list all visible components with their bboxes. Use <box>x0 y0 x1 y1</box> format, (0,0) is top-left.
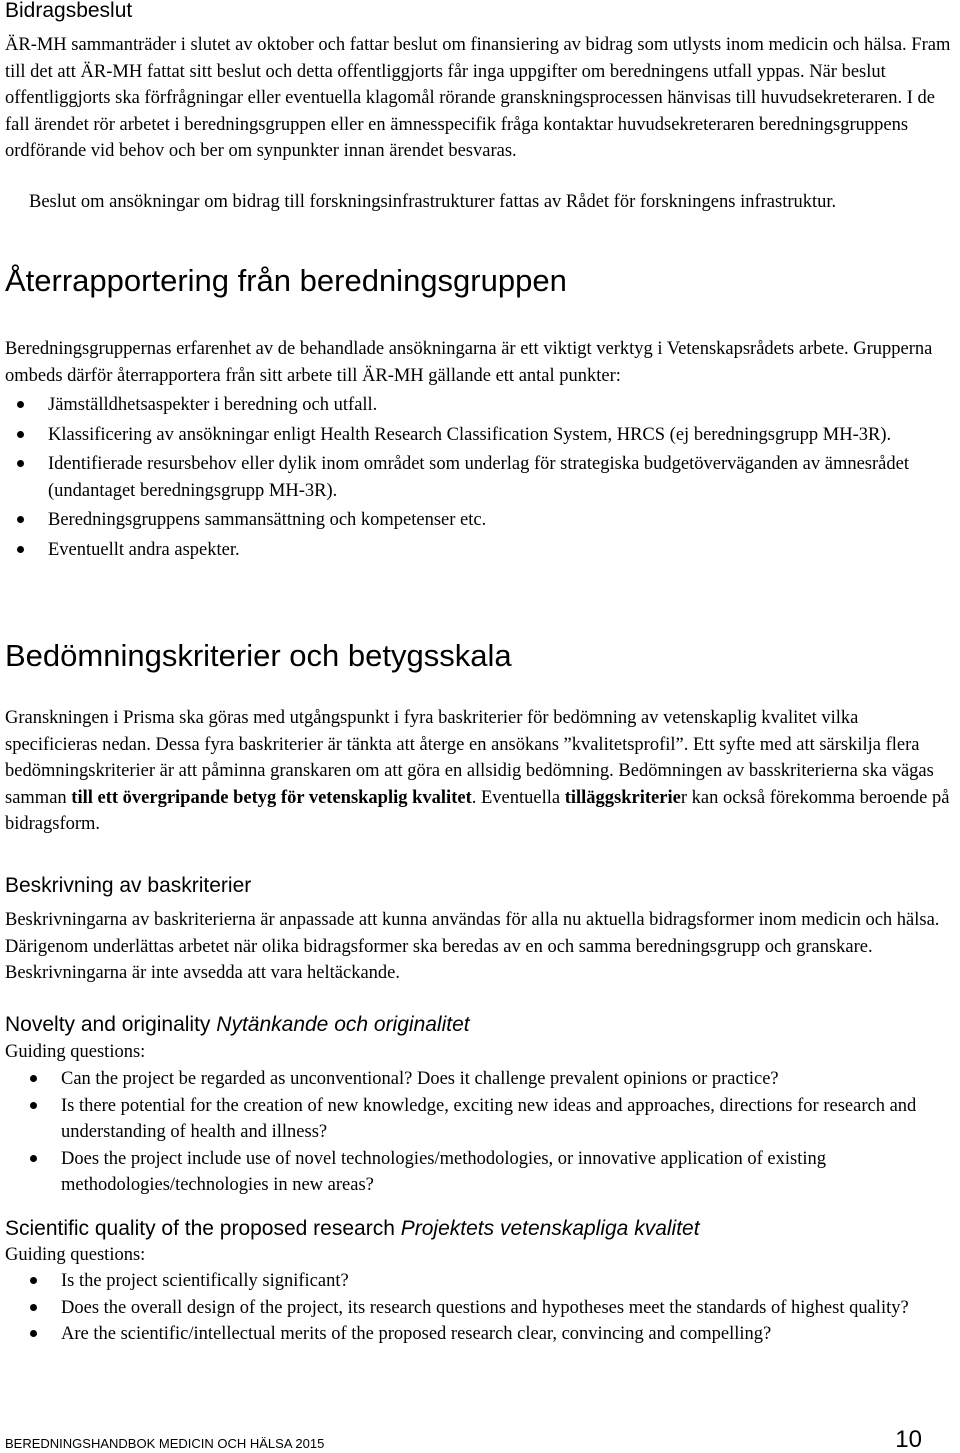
heading-novelty: Novelty and originality Nytänkande och originalitet <box>5 1013 470 1036</box>
list-item: Eventuellt andra aspekter. <box>5 537 955 564</box>
list-item: Is the project scientifically significant? <box>5 1268 955 1295</box>
paragraph-aterrapportering: Beredningsgruppernas erfarenhet av de behandlade ansökningarna är ett viktigt verktyg i Vetenskapsrådets arbete. Grupperna ombeds därför återrapportera från sitt arbete till ÄR-MH gällande ett antal punkter: <box>5 339 933 386</box>
list-item: Jämställdhetsaspekter i beredning och utfall. <box>5 392 955 419</box>
list-item: Identifierade resursbehov eller dylik inom området som underlag för strategiska budgetöverväganden av ämnesrådet (undantaget beredningsgrupp MH-3R). <box>5 451 955 504</box>
list-item: Can the project be regarded as unconventional? Does it challenge prevalent opinions or practice? <box>5 1066 955 1093</box>
bullet-icon <box>30 1102 37 1109</box>
list-novelty <box>5 1066 955 1199</box>
page-number: 10 <box>895 1426 922 1453</box>
bullet-icon <box>30 1330 37 1337</box>
list-item: Does the overall design of the project, its research questions and hypotheses meet the standards of highest quality? <box>5 1295 955 1322</box>
heading-bedomningskriterier: Bedömningskriterier och betygsskala <box>5 638 512 673</box>
list-item: Does the project include use of novel technologies/methodologies, or innovative application of existing methodologies/technologies in new areas? <box>5 1146 955 1199</box>
heading-beskrivning-baskriterier: Beskrivning av baskriterier <box>5 874 252 897</box>
bullet-icon <box>17 460 24 467</box>
bullet-icon <box>30 1304 37 1311</box>
paragraph-bidragsbeslut: ÄR-MH sammanträder i slutet av oktober och fattar beslut om finansiering av bidrag som utlysts inom medicin och hälsa. Fram till det att ÄR-MH fattat sitt beslut och detta offentliggjorts får inga uppgifter om beredningens utfall yppas. När beslut offentliggjorts ska förfrågningar eller eventuella klagomål rörande granskningsprocessen hänvisas till huvudsekreteraren. I de fall ärendet rör arbetet i beredningsgruppen eller en ämnesspecifik fråga kontaktar huvudsekreteraren beredningsgruppens ordförande vid behov och ber om synpunkter innan ärendet besvaras. <box>5 35 951 161</box>
list-item: Beredningsgruppens sammansättning och kompetenser etc. <box>5 507 955 534</box>
list-item: Is there potential for the creation of new knowledge, exciting new ideas and approaches, directions for research and understanding of health and illness? <box>5 1093 955 1146</box>
bullet-icon <box>30 1155 37 1162</box>
footer-title: BEREDNINGSHANDBOK MEDICIN OCH HÄLSA 2015 <box>5 1436 325 1451</box>
heading-scientific-quality: Scientific quality of the proposed research Projektets vetenskapliga kvalitet <box>5 1217 700 1240</box>
guiding-questions-label: Guiding questions: <box>5 1042 146 1062</box>
heading-aterrapportering: Återrapportering från beredningsgruppen <box>5 263 567 298</box>
guiding-questions-label: Guiding questions: <box>5 1245 146 1265</box>
bullet-icon <box>17 516 24 523</box>
bullet-icon <box>17 546 24 553</box>
heading-bidragsbeslut: Bidragsbeslut <box>5 0 133 22</box>
list-aterrapportering <box>5 392 955 563</box>
bullet-icon <box>17 401 24 408</box>
bullet-icon <box>17 431 24 438</box>
paragraph-bedomningskriterier: Granskningen i Prisma ska göras med utgångspunkt i fyra baskriterier för bedömning av vetenskaplig kvalitet vilka specificieras nedan. Dessa fyra baskriterier är tänkta att återge en ansökans ”kvalitetsprofil”. Ett syfte med att särskilja flera bedömningskriterier är att påminna granskaren om att göra en allsidig bedömning. Bedömningen av basskriterierna ska vägas samman till ett övergripande betyg för vetenskaplig kvalitet. Eventuella tilläggskriterier kan också förekomma beroende på bidragsform. <box>5 708 950 834</box>
bullet-icon <box>30 1075 37 1082</box>
bullet-icon <box>30 1277 37 1284</box>
paragraph-beskrivning: Beskrivningarna av baskriterierna är anpassade att kunna användas för alla nu aktuella bidragsformer inom medicin och hälsa. Därigenom underlättas arbetet när olika bidragsformer ska beredas av en och samma beredningsgrupp och granskare. Beskrivningarna är inte avsedda att vara heltäckande. <box>5 910 940 983</box>
list-scientific <box>5 1268 955 1348</box>
paragraph-infrastruktur: Beslut om ansökningar om bidrag till forskningsinfrastrukturer fattas av Rådet för forskningens infrastruktur. <box>29 192 837 212</box>
list-item: Klassificering av ansökningar enligt Health Research Classification System, HRCS (ej beredningsgrupp MH-3R). <box>5 422 955 449</box>
list-item: Are the scientific/intellectual merits of the proposed research clear, convincing and compelling? <box>5 1321 955 1348</box>
